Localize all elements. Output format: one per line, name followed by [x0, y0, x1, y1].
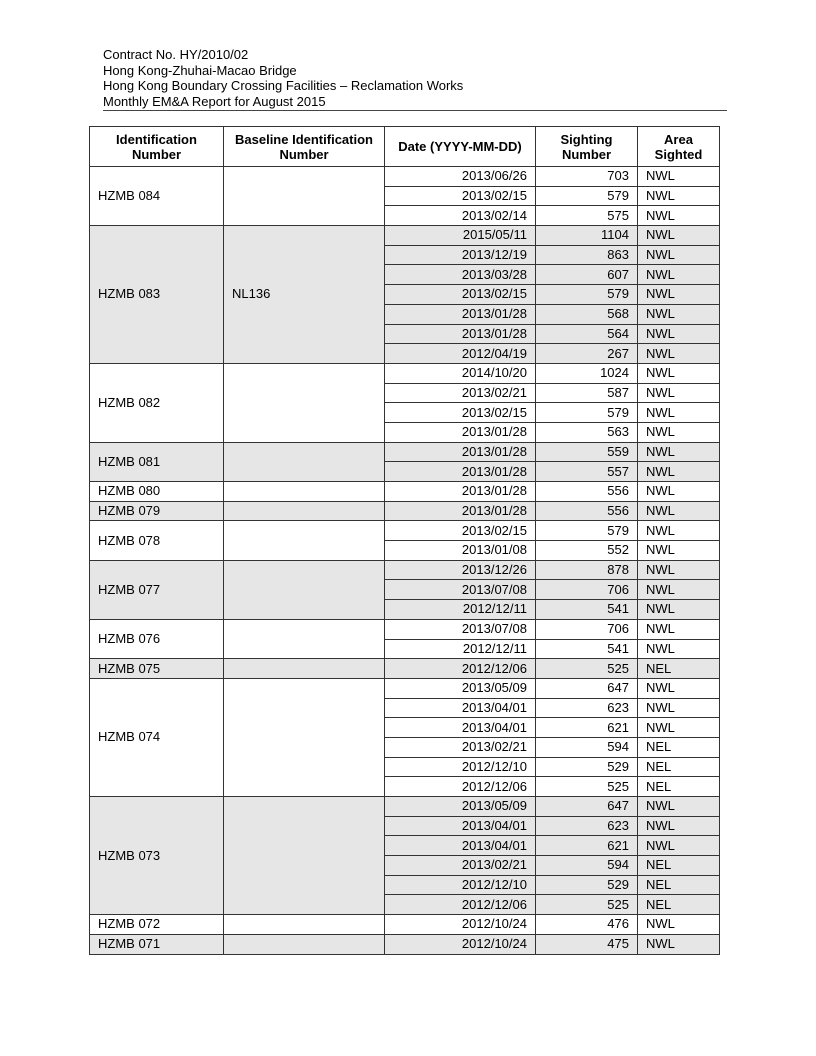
date-cell: 2013/05/09: [385, 797, 536, 817]
area-cell: NWL: [638, 383, 720, 403]
sighting-number-cell: 556: [536, 482, 638, 502]
date-cell: 2013/01/28: [385, 462, 536, 482]
identification-number-cell: HZMB 075: [90, 659, 224, 679]
date-cell: 2013/01/28: [385, 304, 536, 324]
sighting-number-cell: 529: [536, 757, 638, 777]
baseline-id-cell: [224, 363, 385, 442]
date-cell: 2013/01/28: [385, 422, 536, 442]
date-cell: 2012/12/10: [385, 875, 536, 895]
baseline-id-cell: [224, 915, 385, 935]
identification-number-cell: HZMB 084: [90, 167, 224, 226]
area-cell: NEL: [638, 777, 720, 797]
area-cell: NWL: [638, 422, 720, 442]
identification-number-cell: HZMB 080: [90, 482, 224, 502]
identification-number-cell: HZMB 073: [90, 797, 224, 915]
area-cell: NWL: [638, 501, 720, 521]
sighting-number-cell: 579: [536, 521, 638, 541]
area-cell: NWL: [638, 442, 720, 462]
baseline-id-cell: [224, 797, 385, 915]
identification-number-cell: HZMB 072: [90, 915, 224, 935]
table-body: [90, 167, 720, 955]
date-cell: 2012/12/11: [385, 639, 536, 659]
date-cell: 2013/04/01: [385, 718, 536, 738]
sighting-number-cell: 621: [536, 836, 638, 856]
area-cell: NWL: [638, 226, 720, 246]
col-header-identification: Identification Number: [90, 127, 224, 167]
identification-number-cell: HZMB 081: [90, 442, 224, 481]
baseline-id-cell: [224, 678, 385, 796]
sighting-number-cell: 587: [536, 383, 638, 403]
sighting-number-cell: 525: [536, 659, 638, 679]
area-cell: NEL: [638, 737, 720, 757]
sighting-number-cell: 647: [536, 678, 638, 698]
date-cell: 2013/01/28: [385, 442, 536, 462]
identification-number-cell: HZMB 079: [90, 501, 224, 521]
sighting-table: [89, 126, 720, 955]
area-cell: NWL: [638, 619, 720, 639]
area-cell: NWL: [638, 206, 720, 226]
sighting-number-cell: 525: [536, 895, 638, 915]
date-cell: 2012/12/11: [385, 600, 536, 620]
sighting-number-cell: 564: [536, 324, 638, 344]
table-header-row: [90, 127, 720, 167]
table-row: [90, 167, 720, 187]
area-cell: NWL: [638, 560, 720, 580]
project-name: Hong Kong-Zhuhai-Macao Bridge: [103, 62, 297, 78]
sighting-number-cell: 568: [536, 304, 638, 324]
sighting-number-cell: 623: [536, 698, 638, 718]
table-row: [90, 915, 720, 935]
area-cell: NWL: [638, 836, 720, 856]
date-cell: 2013/02/15: [385, 285, 536, 305]
table-row: [90, 678, 720, 698]
date-cell: 2013/04/01: [385, 836, 536, 856]
table-row: [90, 501, 720, 521]
area-cell: NWL: [638, 600, 720, 620]
baseline-id-cell: [224, 442, 385, 481]
sighting-number-cell: 476: [536, 915, 638, 935]
date-cell: 2012/12/06: [385, 777, 536, 797]
date-cell: 2012/12/10: [385, 757, 536, 777]
date-cell: 2013/07/08: [385, 619, 536, 639]
area-cell: NEL: [638, 757, 720, 777]
table-row: [90, 363, 720, 383]
sighting-number-cell: 878: [536, 560, 638, 580]
date-cell: 2013/04/01: [385, 816, 536, 836]
sighting-number-cell: 579: [536, 403, 638, 423]
table-row: [90, 797, 720, 817]
date-cell: 2013/07/08: [385, 580, 536, 600]
table-row: [90, 560, 720, 580]
date-cell: 2012/10/24: [385, 915, 536, 935]
col-header-sighting-number: Sighting Number: [536, 127, 638, 167]
date-cell: 2015/05/11: [385, 226, 536, 246]
area-cell: NWL: [638, 403, 720, 423]
table-row: [90, 619, 720, 639]
date-cell: 2012/10/24: [385, 934, 536, 954]
area-cell: NWL: [638, 521, 720, 541]
table-row: [90, 442, 720, 462]
date-cell: 2013/05/09: [385, 678, 536, 698]
date-cell: 2013/02/21: [385, 856, 536, 876]
area-cell: NWL: [638, 186, 720, 206]
date-cell: 2013/01/08: [385, 541, 536, 561]
baseline-id-cell: [224, 619, 385, 658]
sighting-number-cell: 594: [536, 737, 638, 757]
sighting-number-cell: 541: [536, 600, 638, 620]
area-cell: NWL: [638, 678, 720, 698]
identification-number-cell: HZMB 083: [90, 226, 224, 364]
sighting-number-cell: 557: [536, 462, 638, 482]
baseline-id-cell: [224, 482, 385, 502]
date-cell: 2013/06/26: [385, 167, 536, 187]
table-row: [90, 482, 720, 502]
baseline-id-cell: [224, 560, 385, 619]
area-cell: NWL: [638, 482, 720, 502]
sighting-number-cell: 647: [536, 797, 638, 817]
date-cell: 2013/12/19: [385, 245, 536, 265]
date-cell: 2013/02/21: [385, 383, 536, 403]
area-cell: NWL: [638, 580, 720, 600]
sighting-number-cell: 594: [536, 856, 638, 876]
area-cell: NWL: [638, 639, 720, 659]
area-cell: NWL: [638, 934, 720, 954]
sighting-number-cell: 607: [536, 265, 638, 285]
table-row: [90, 226, 720, 246]
area-cell: NWL: [638, 265, 720, 285]
area-cell: NWL: [638, 797, 720, 817]
date-cell: 2013/02/15: [385, 521, 536, 541]
sighting-number-cell: 563: [536, 422, 638, 442]
date-cell: 2014/10/20: [385, 363, 536, 383]
area-cell: NWL: [638, 462, 720, 482]
identification-number-cell: HZMB 077: [90, 560, 224, 619]
area-cell: NWL: [638, 541, 720, 561]
date-cell: 2013/02/15: [385, 403, 536, 423]
date-cell: 2013/01/28: [385, 324, 536, 344]
date-cell: 2012/04/19: [385, 344, 536, 364]
sighting-number-cell: 1024: [536, 363, 638, 383]
date-cell: 2013/04/01: [385, 698, 536, 718]
col-header-date: Date (YYYY-MM-DD): [385, 127, 536, 167]
sighting-number-cell: 475: [536, 934, 638, 954]
area-cell: NWL: [638, 363, 720, 383]
area-cell: NEL: [638, 895, 720, 915]
area-cell: NWL: [638, 167, 720, 187]
sighting-number-cell: 552: [536, 541, 638, 561]
area-cell: NWL: [638, 718, 720, 738]
sighting-number-cell: 525: [536, 777, 638, 797]
identification-number-cell: HZMB 074: [90, 678, 224, 796]
area-cell: NWL: [638, 915, 720, 935]
sighting-number-cell: 1104: [536, 226, 638, 246]
table-row: [90, 934, 720, 954]
area-cell: NEL: [638, 875, 720, 895]
date-cell: 2013/01/28: [385, 501, 536, 521]
area-cell: NWL: [638, 245, 720, 265]
header-divider: [103, 110, 727, 111]
area-cell: NWL: [638, 285, 720, 305]
sighting-number-cell: 579: [536, 186, 638, 206]
baseline-id-cell: [224, 659, 385, 679]
area-cell: NEL: [638, 659, 720, 679]
sighting-number-cell: 541: [536, 639, 638, 659]
area-cell: NWL: [638, 344, 720, 364]
date-cell: 2013/03/28: [385, 265, 536, 285]
area-cell: NEL: [638, 856, 720, 876]
date-cell: 2013/12/26: [385, 560, 536, 580]
sighting-number-cell: 529: [536, 875, 638, 895]
date-cell: 2013/02/15: [385, 186, 536, 206]
baseline-id-cell: [224, 167, 385, 226]
table-row: [90, 521, 720, 541]
area-cell: NWL: [638, 304, 720, 324]
date-cell: 2012/12/06: [385, 895, 536, 915]
sighting-number-cell: 706: [536, 619, 638, 639]
date-cell: 2013/02/21: [385, 737, 536, 757]
col-header-baseline: Baseline Identification Number: [224, 127, 385, 167]
area-cell: NWL: [638, 324, 720, 344]
sighting-number-cell: 706: [536, 580, 638, 600]
sighting-number-cell: 703: [536, 167, 638, 187]
report-title: Monthly EM&A Report for August 2015: [103, 93, 326, 109]
date-cell: 2013/01/28: [385, 482, 536, 502]
sighting-number-cell: 267: [536, 344, 638, 364]
baseline-id-cell: NL136: [224, 226, 385, 364]
identification-number-cell: HZMB 071: [90, 934, 224, 954]
report-header: [103, 47, 463, 109]
sighting-number-cell: 559: [536, 442, 638, 462]
baseline-id-cell: [224, 934, 385, 954]
date-cell: 2012/12/06: [385, 659, 536, 679]
area-cell: NWL: [638, 698, 720, 718]
project-subtitle: Hong Kong Boundary Crossing Facilities – Reclamation Works: [103, 78, 464, 93]
sighting-number-cell: 621: [536, 718, 638, 738]
sighting-number-cell: 556: [536, 501, 638, 521]
baseline-id-cell: [224, 521, 385, 560]
area-cell: NWL: [638, 816, 720, 836]
baseline-id-cell: [224, 501, 385, 521]
sighting-number-cell: 579: [536, 285, 638, 305]
sighting-number-cell: 863: [536, 245, 638, 265]
sighting-number-cell: 575: [536, 206, 638, 226]
identification-number-cell: HZMB 082: [90, 363, 224, 442]
col-header-area: Area Sighted: [638, 127, 720, 167]
date-cell: 2013/02/14: [385, 206, 536, 226]
identification-number-cell: HZMB 078: [90, 521, 224, 560]
sighting-number-cell: 623: [536, 816, 638, 836]
table-row: [90, 659, 720, 679]
identification-number-cell: HZMB 076: [90, 619, 224, 658]
contract-number: Contract No. HY/2010/02: [103, 47, 249, 62]
